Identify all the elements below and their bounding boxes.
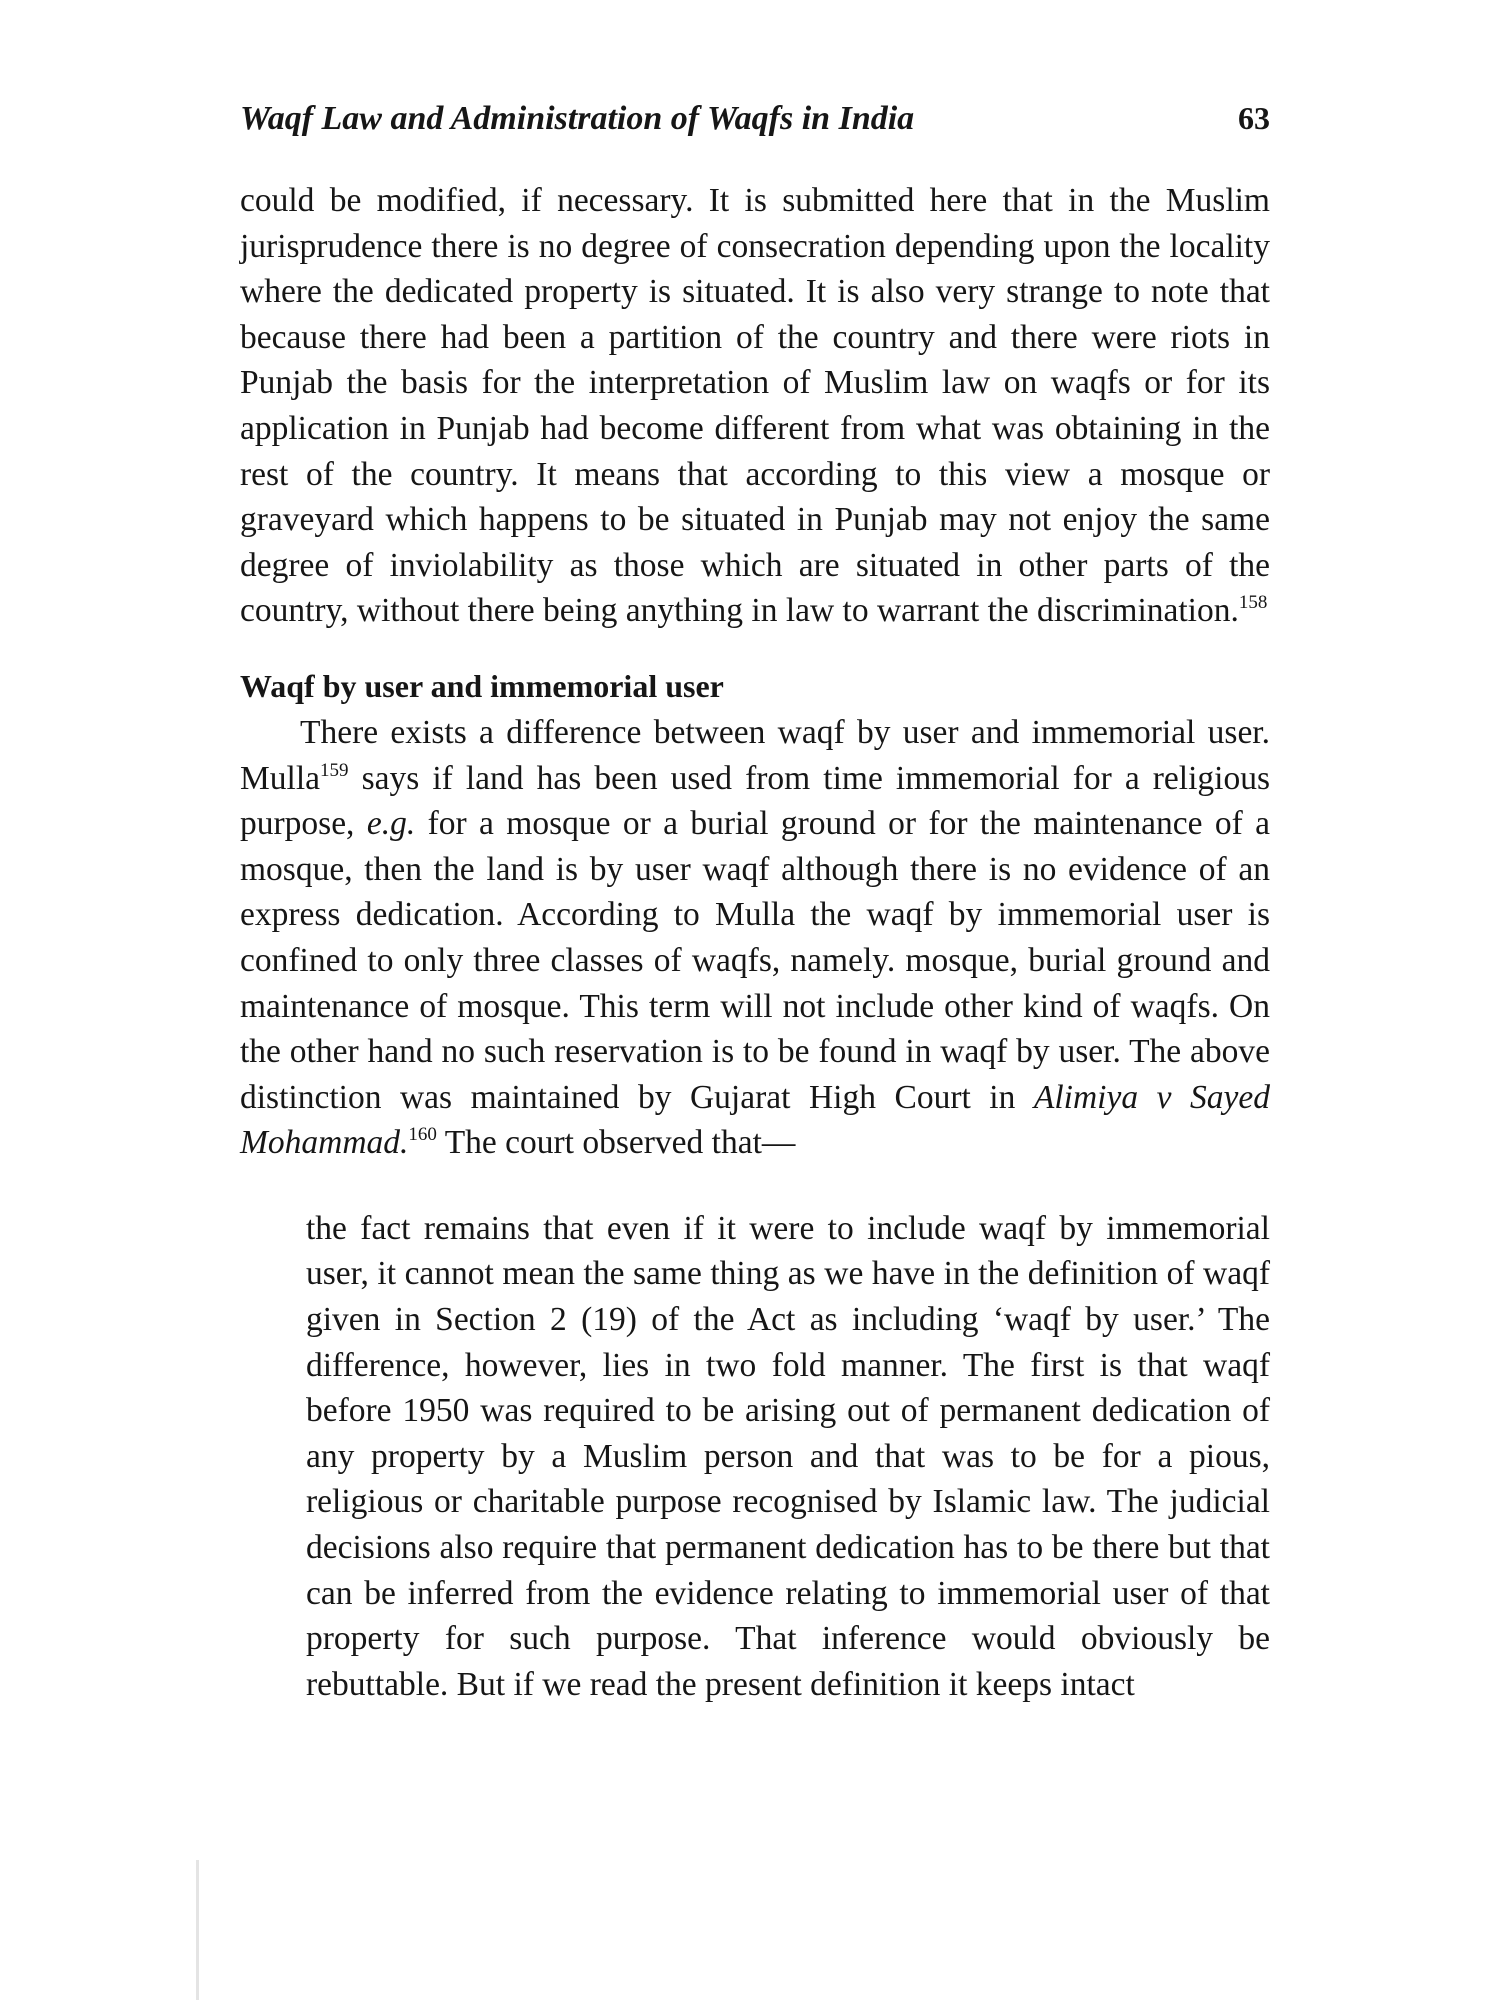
footnote-ref-160: 160 xyxy=(408,1124,437,1146)
eg-abbreviation: e.g. xyxy=(366,805,416,843)
page-header xyxy=(240,100,1270,148)
page-body xyxy=(240,178,1270,1707)
paragraph-text: could be modified, if necessary. It is submitted here that in the Muslim jurisprudence there is no degree of consecration depending upon the locality where the dedicated property is situated. It is also very strange to note that because there had been a partition of the country and there were riots in Punjab the basis for the interpretation of Muslim law on waqfs or for its application in Punjab had become different from what was obtaining in the rest of the country. It means that according to this view a mosque or graveyard which happens to be situated in Punjab may not enjoy the same degree of inviolability as those which are situated in other parts of the country, without there being anything in law to warrant the discrimination. xyxy=(240,182,1270,630)
paragraph-text-4: The court observed that— xyxy=(436,1124,796,1162)
running-title: Waqf Law and Administration of Waqfs in India xyxy=(240,100,915,137)
scan-binding-shadow xyxy=(196,1860,199,2000)
block-quotation: the fact remains that even if it were to include waqf by immemorial user, it cannot mean the same thing as we have in the definition of waqf given in Section 2 (19) of the Act as including ‘waqf by user.’ The difference, however, lies in two fold manner. The first is that waqf before 1950 was required to be arising out of permanent dedication of any property by a Muslim person and that was to be for a pious, religious or charitable purpose recognised by Islamic law. The judicial decisions also require that permanent dedication has to be there but that can be inferred from the evidence relating to immemorial user of that property for such purpose. That inference would obviously be rebuttable. But if we read the present definition it keeps intact xyxy=(306,1209,1270,1703)
footnote-ref-159: 159 xyxy=(320,759,349,781)
paragraph-partition-argument xyxy=(240,178,1270,634)
footnote-ref-158: 158 xyxy=(1238,592,1268,614)
section-heading: Waqf by user and immemorial user xyxy=(240,667,724,704)
paragraph-text-2: says if land has been used from time immemorial for a religious purpose, xyxy=(240,759,1270,843)
case-name: Alimiya v Sayed Mohammad. xyxy=(240,1078,1270,1162)
paragraph-waqf-by-user xyxy=(240,710,1270,1166)
paragraph-text-1: There exists a difference between waqf by user and immemorial user. Mulla xyxy=(240,713,1270,797)
paragraph-text-3: for a mosque or a burial ground or for the maintenance of a mosque, then the land is by user waqf although there is no evidence of an express dedication. According to Mulla the waqf by immemorial user is confined to only three classes of waqfs, namely. mosque, burial ground and maintenance of mosque. This term will not include other kind of waqfs. On the other hand no such reservation is to be found in waqf by user. The above distinction was maintained by Gujarat High Court in xyxy=(240,805,1271,1116)
page-number: 63 xyxy=(1238,100,1270,136)
